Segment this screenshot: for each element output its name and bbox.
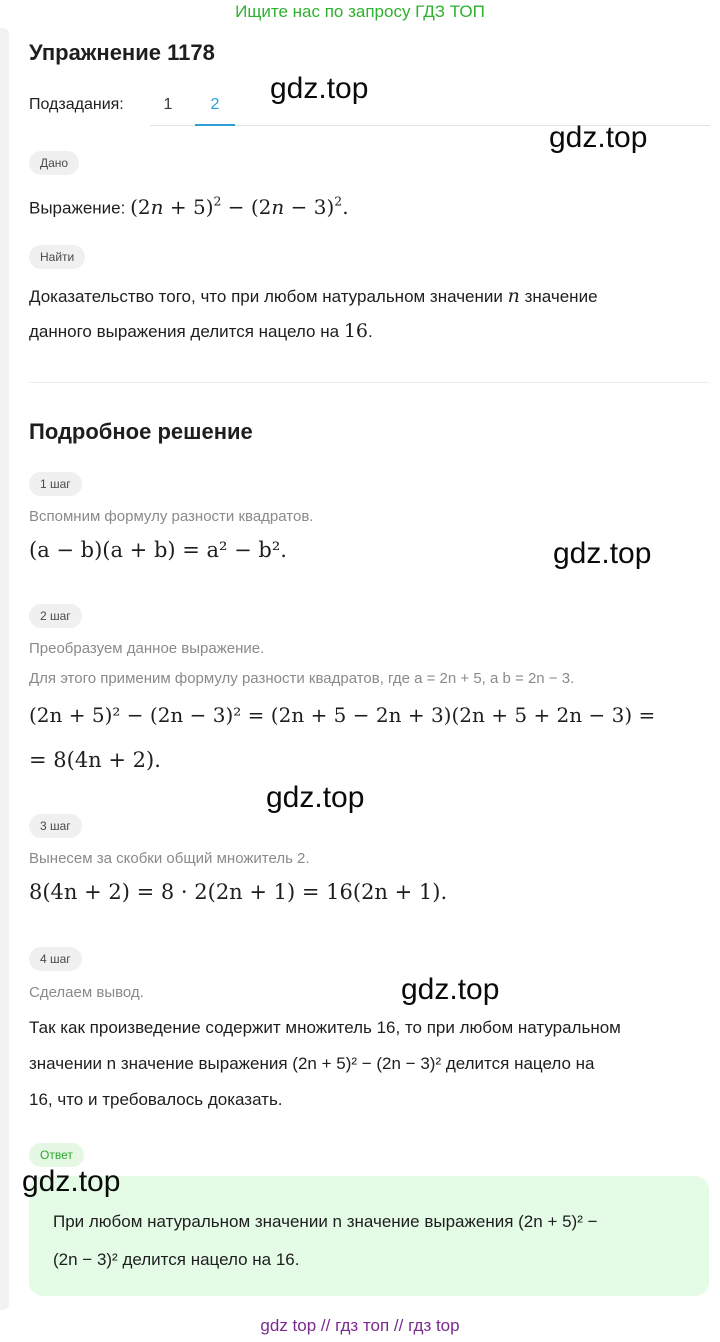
step-1-formula: (a − b)(a + b) = a² − b². [29, 538, 287, 562]
step-2-formula: (2n + 5)² − (2n − 3)² = (2n + 5 − 2n + 3)(2n + 5 + 2n − 3) = [29, 703, 656, 727]
left-border [0, 28, 9, 1310]
step-1-badge: 1 шаг [29, 472, 82, 496]
step-4-badge: 4 шаг [29, 947, 82, 971]
step-3-formula: 8(4n + 2) = 8 · 2(2n + 1) = 16(2n + 1). [29, 880, 448, 904]
section-divider [29, 382, 709, 383]
answer-text: При любом натуральном значении n значение выражения (2n + 5)² − (2n − 3)² делится нацело на 16. [53, 1212, 598, 1269]
subtask-tab-2[interactable]: 2 [210, 96, 220, 113]
given-expression: Выражение: $(2n + 5)^2 - (2n - 3)^2$. [29, 193, 349, 219]
watermark: gdz.top [549, 121, 648, 154]
step-4-line-1: Так как произведение содержит множитель 16, то при любом натуральном [29, 1018, 621, 1037]
step-2-description-2: Для этого применим формулу разности квадратов, где a = 2n + 5, a b = 2n − 3. [29, 670, 575, 687]
find-text: Доказательство того, что при любом натуральном значении n значение данного выражения делится нацело на 16. [29, 285, 598, 342]
active-tab-indicator [195, 124, 235, 126]
step-3-badge: 3 шаг [29, 814, 82, 838]
step-4-line-2: значении n значение выражения (2n + 5)² − (2n − 3)² делится нацело на [29, 1054, 595, 1073]
watermark: gdz.top [266, 781, 365, 814]
step-2-description: Преобразуем данное выражение. [29, 640, 265, 657]
subtasks-label: Подзадания: [29, 96, 124, 113]
step-4-line-3: 16, что и требовалось доказать. [29, 1090, 283, 1109]
search-banner[interactable]: Ищите нас по запросу ГДЗ ТОП [235, 2, 485, 21]
subtask-tab-1[interactable]: 1 [163, 96, 173, 113]
answer-badge: Ответ [29, 1143, 84, 1167]
page-title: Упражнение 1178 [29, 40, 215, 65]
step-4-description: Сделаем вывод. [29, 984, 144, 1001]
footer-links[interactable]: gdz top // гдз топ // гдз top [260, 1316, 460, 1335]
watermark: gdz.top [401, 973, 500, 1006]
watermark: gdz.top [22, 1165, 121, 1198]
watermark: gdz.top [270, 72, 369, 105]
step-1-description: Вспомним формулу разности квадратов. [29, 508, 314, 525]
step-3-description: Вынесем за скобки общий множитель 2. [29, 850, 310, 867]
solution-title: Подробное решение [29, 419, 253, 444]
step-2-badge: 2 шаг [29, 604, 82, 628]
find-badge: Найти [29, 245, 85, 269]
step-2-formula-continued: = 8(4n + 2). [29, 748, 161, 772]
watermark: gdz.top [553, 537, 652, 570]
given-badge: Дано [29, 151, 79, 175]
